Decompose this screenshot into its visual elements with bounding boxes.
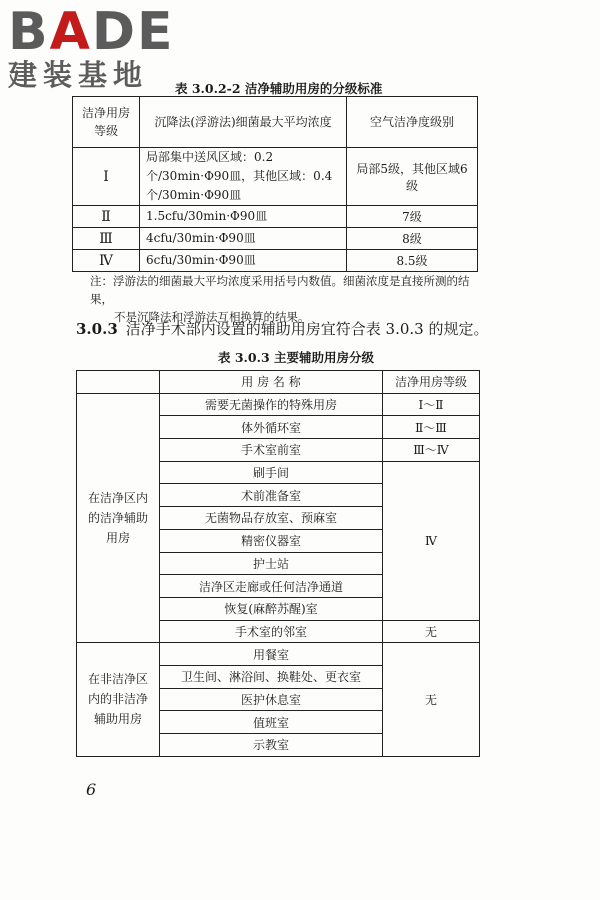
logo-subtitle: 建装基地 <box>8 58 149 92</box>
header-room-name: 用 房 名 称 <box>160 371 383 394</box>
cleanliness-cell: 8.5级 <box>347 250 478 272</box>
room-grade-group: 无 <box>383 643 480 756</box>
room-name: 用餐室 <box>160 643 383 666</box>
clause-3-0-3 <box>76 318 488 339</box>
room-grade-group: Ⅳ <box>383 461 480 620</box>
room-name: 值班室 <box>160 711 383 734</box>
room-name: 刷手间 <box>160 461 383 484</box>
table-row <box>73 250 478 272</box>
clause-text: 洁净手术部内设置的辅助用房宜符合表 3.0.3 的规定。 <box>125 320 489 338</box>
table-header-row <box>73 97 478 148</box>
header-concentration: 沉降法(浮游法)细菌最大平均浓度 <box>140 97 347 148</box>
cleanliness-cell: 局部5级，其他区域6级 <box>347 148 478 206</box>
table-row <box>73 206 478 228</box>
grade-cell: Ⅰ <box>73 148 140 206</box>
page-number: 6 <box>86 780 97 799</box>
table2-caption: 表 3.0.3 主要辅助用房分级 <box>218 350 375 365</box>
room-name: 洁净区走廊或任何洁净通道 <box>160 575 383 598</box>
table1-caption: 表 3.0.2-2 洁净辅助用房的分级标准 <box>175 81 383 96</box>
room-name: 无菌物品存放室、预麻室 <box>160 507 383 530</box>
table-row <box>73 228 478 250</box>
room-grade: Ⅰ～Ⅱ <box>383 393 480 416</box>
room-name: 需要无菌操作的特殊用房 <box>160 393 383 416</box>
room-grade: Ⅲ～Ⅳ <box>383 439 480 462</box>
room-grade: Ⅱ～Ⅲ <box>383 416 480 439</box>
note-line: 注：浮游法的细菌最大平均浓度采用括号内数值。细菌浓度是直接所测的结果， <box>90 274 470 306</box>
grade-cell: Ⅳ <box>73 250 140 272</box>
room-name: 卫生间、淋浴间、换鞋处、更衣室 <box>160 665 383 688</box>
concentration-cell: 6cfu/30min·Φ90皿 <box>140 250 347 272</box>
area-clean: 在洁净区内的洁净辅助用房 <box>77 393 160 643</box>
room-grade: 无 <box>383 620 480 643</box>
room-name: 精密仪器室 <box>160 529 383 552</box>
grade-cell: Ⅲ <box>73 228 140 250</box>
table-header-row <box>77 371 480 394</box>
room-name: 恢复(麻醉苏醒)室 <box>160 597 383 620</box>
clause-number: 3.0.3 <box>76 320 118 338</box>
grade-cell: Ⅱ <box>73 206 140 228</box>
room-name: 术前准备室 <box>160 484 383 507</box>
header-cleanliness: 空气洁净度级别 <box>347 97 478 148</box>
room-name: 体外循环室 <box>160 416 383 439</box>
auxiliary-rooms-table <box>76 370 480 757</box>
header-area <box>77 371 160 394</box>
room-name: 护士站 <box>160 552 383 575</box>
room-name: 手术室前室 <box>160 439 383 462</box>
table-row <box>77 393 480 416</box>
concentration-cell: 4cfu/30min·Φ90皿 <box>140 228 347 250</box>
table-row <box>73 148 478 206</box>
concentration-cell: 局部集中送风区域：0.2 个/30min·Φ90皿，其他区域：0.4个/30min·Φ90皿 <box>140 148 347 206</box>
cleanliness-cell: 7级 <box>347 206 478 228</box>
area-nonclean: 在非洁净区内的非洁净辅助用房 <box>77 643 160 756</box>
bade-logo <box>8 4 188 96</box>
header-room-grade: 洁净用房等级 <box>383 371 480 394</box>
concentration-cell: 1.5cfu/30min·Φ90皿 <box>140 206 347 228</box>
room-name: 医护休息室 <box>160 688 383 711</box>
note-line: 不是沉降法和浮游法互相换算的结果。 <box>114 310 310 324</box>
logo-wordmark: BADE <box>8 2 175 62</box>
grading-standard-table <box>72 96 478 272</box>
cleanliness-cell: 8级 <box>347 228 478 250</box>
room-name: 示教室 <box>160 734 383 757</box>
room-name: 手术室的邻室 <box>160 620 383 643</box>
header-grade: 洁净用房等级 <box>73 97 140 148</box>
table-row <box>77 643 480 666</box>
